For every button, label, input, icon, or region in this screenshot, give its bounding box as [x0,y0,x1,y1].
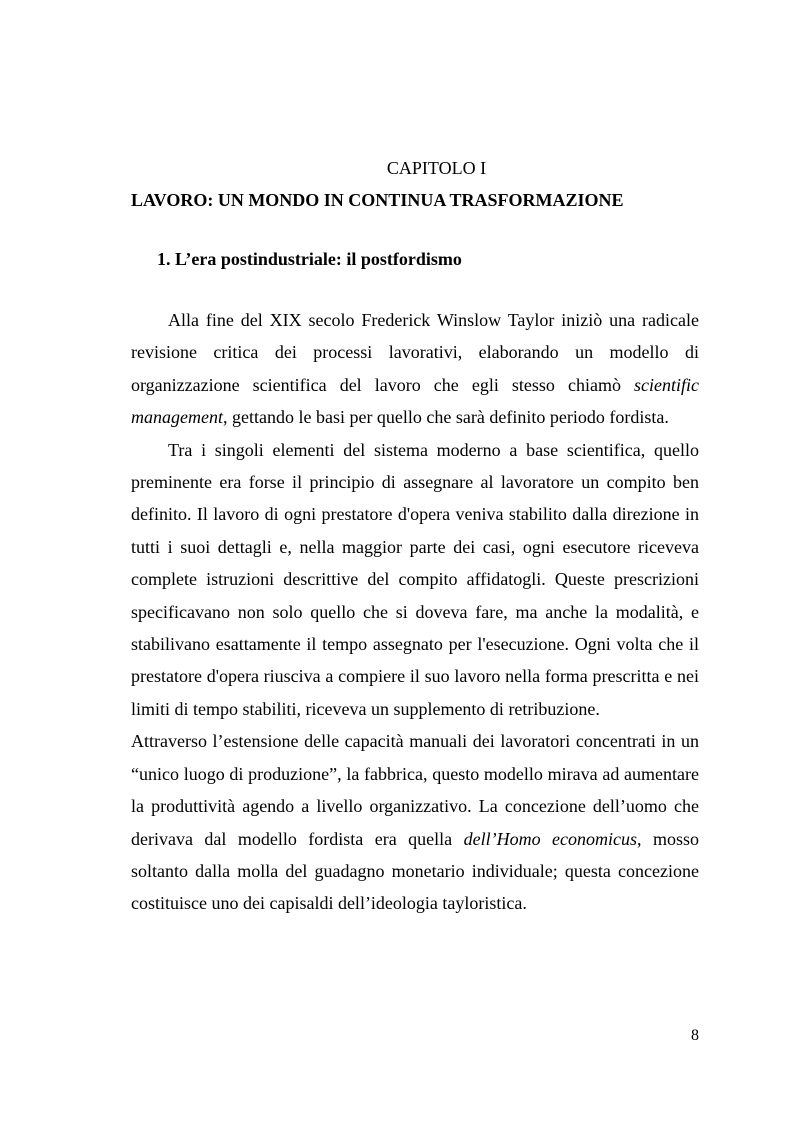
paragraph-3-italic-term: dell’Homo economicus [463,828,638,849]
paragraph-1-text-c: , gettando le basi per quello che sarà definito periodo fordista. [222,407,669,428]
paragraph-2: Tra i singoli elementi del sistema moderno a base scientifica, quello preminente era forse il principio di assegnare al lavoratore un compito ben definito. Il lavoro di ogni prestatore d'opera veniva stabilito dalla direzione in tutti i suoi dettagli e, nella maggior parte dei casi, ogni esecutore riceveva complete istruzioni descrittive del compito affidatogli. Queste prescrizioni specificavano non solo quello che si doveva fare, ma anche la modalità, e stabilivano esattamente il tempo assegnato per l'esecuzione. Ogni volta che il prestatore d'opera riusciva a compiere il suo lavoro nella forma prescritta e nei limiti di tempo stabiliti, riceveva un supplemento di retribuzione. [131,439,699,719]
section-title: 1. L’era postindustriale: il postfordismo [157,249,462,269]
paragraph-3-text-a: Attraverso l’estensione delle capacità manuali dei lavoratori concentrati in un “unico luogo di produzione”, la fabbrica, questo modello mirava ad aumentare la produttività agendo a livello organizzativo. La concezione dell’uomo che derivava dal modello fordista era quella [131,731,699,849]
paragraph-3-text-c: , mosso soltanto dalla molla del guadagno monetario individuale; questa concezione costituisce uno dei capisaldi dell’ideologia tayloristica. [131,828,699,914]
chapter-label: CAPITOLO I [386,158,487,178]
body-text [131,304,699,920]
paragraph-1-italic-term: scientific management [131,374,699,428]
page-number: 8 [691,1027,699,1044]
paragraph-1 [131,304,699,434]
paragraph-3 [131,725,699,919]
chapter-title: LAVORO: UN MONDO IN CONTINUA TRASFORMAZIONE [131,190,624,210]
paragraph-1-text-a: Alla fine del XIX secolo Frederick Winslow Taylor iniziò una radicale revisione critica dei processi lavorativi, elaborando un modello di organizzazione scientifica del lavoro che egli stesso chiamò [131,310,699,395]
